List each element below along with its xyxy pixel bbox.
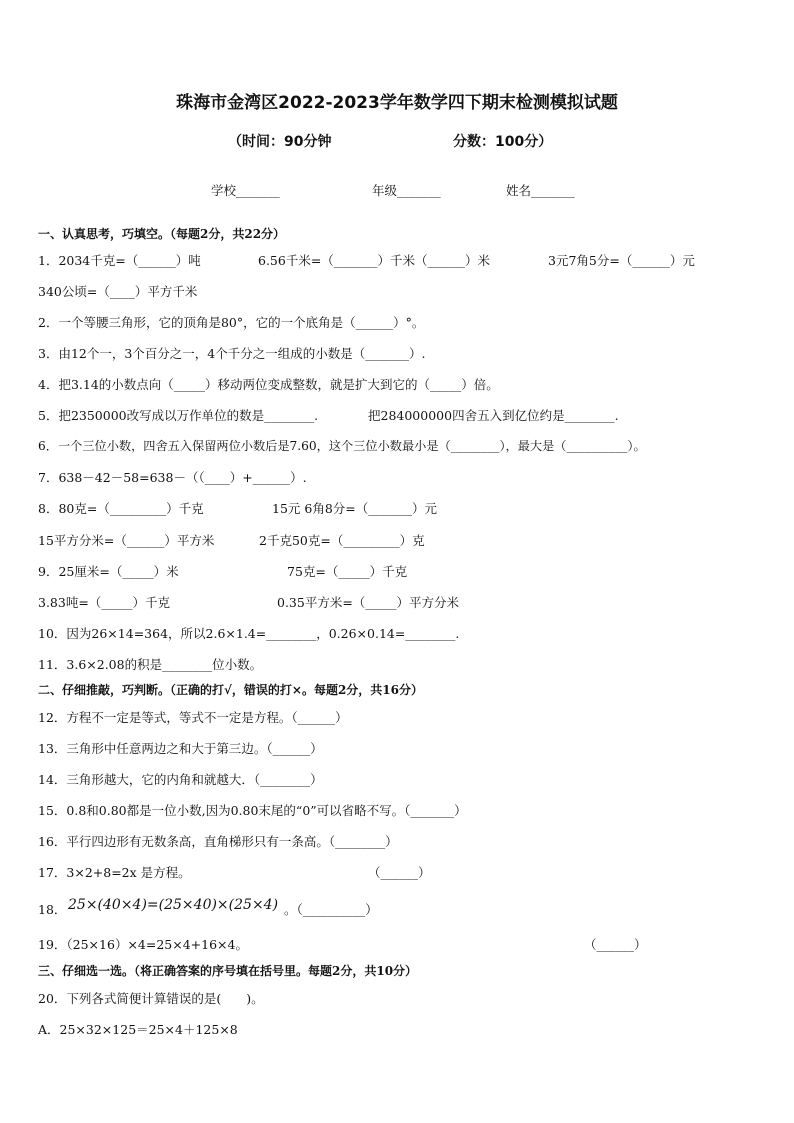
exam-meta — [228, 131, 628, 151]
page-title: 珠海市金湾区2022-2023学年数学四下期末检测模拟试题 — [176, 93, 618, 113]
question-9a: 9．25厘米=（_____）米 — [38, 564, 179, 579]
question-4: 4．把3.14的小数点向（_____）移动两位变成整数，就是扩大到它的（_____）倍。 — [38, 377, 499, 392]
question-18-blank: 。（__________） — [284, 902, 378, 917]
name-field: 姓名_______ — [506, 183, 575, 198]
question-9b: 75克=（_____）千克 — [287, 564, 408, 579]
question-1a: 1．2034千克=（______）吨 — [38, 253, 201, 268]
question-15: 15．0.8和0.80都是一位小数,因为0.80末尾的“0”可以省略不写。（_______） — [38, 803, 467, 818]
question-16: 16．平行四边形有无数条高，直角梯形只有一条高。（________） — [38, 834, 398, 849]
question-13: 13．三角形中任意两边之和大于第三边。（______） — [38, 741, 323, 756]
school-field: 学校_______ — [211, 183, 280, 198]
question-12: 12．方程不一定是等式，等式不一定是方程。（______） — [38, 710, 348, 725]
section-heading-3: 三、仔细选一选。（将正确答案的序号填在括号里。每题2分，共10分） — [38, 964, 418, 978]
time-limit: （时间：90分钟 — [228, 134, 332, 150]
question-3: 3．由12个一，3个百分之一，4个千分之一组成的小数是（_______）. — [38, 346, 426, 361]
question-18-number: 18． — [38, 902, 67, 917]
question-19-text: 19．（25×16）×4=25×4+16×4。 — [38, 937, 248, 952]
question-18-equation: 25×(40×4)=(25×40)×(25×4) — [68, 897, 279, 913]
question-6: 6．一个三位小数，四舍五入保留两位小数后是7.60，这个三位小数最小是（________），最大是（__________）。 — [38, 439, 646, 453]
question-1b: 6.56千米=（_______）千米（______）米 — [258, 253, 491, 268]
question-8c: 15平方分米=（______）平方米 — [38, 533, 215, 548]
question-8a: 8．80克=（_________）千克 — [38, 501, 204, 516]
question-14: 14．三角形越大，它的内角和就越大．（________） — [38, 772, 323, 787]
question-9c: 3.83吨=（_____）千克 — [38, 595, 171, 610]
section-heading-2: 二、仔细推敲，巧判断。（正确的打√，错误的打×。每题2分，共16分） — [38, 683, 423, 697]
grade-field: 年级_______ — [372, 183, 441, 198]
question-20-option-a: A．25×32×125＝25×4＋125×8 — [38, 1022, 238, 1037]
question-2: 2．一个等腰三角形，它的顶角是80°，它的一个底角是（______）°。 — [38, 315, 425, 330]
question-9d: 0.35平方米=（_____）平方分米 — [277, 595, 460, 610]
question-19-blank: （______） — [584, 937, 647, 952]
question-17-text: 17．3×2+8=2x 是方程。 — [38, 865, 191, 880]
question-11: 11．3.6×2.08的积是________位小数。 — [38, 657, 263, 672]
section-heading-1: 一、认真思考，巧填空。（每题2分，共22分） — [38, 227, 286, 241]
question-20: 20．下列各式简便计算错误的是( )。 — [38, 991, 264, 1006]
question-8d: 2千克50克=（_________）克 — [259, 533, 425, 548]
question-17-blank: （______） — [368, 865, 431, 880]
question-1d: 340公顷=（____）平方千米 — [38, 284, 198, 299]
question-8b: 15元 6角8分=（_______）元 — [272, 501, 438, 516]
question-1c: 3元7角5分=（______）元 — [548, 253, 695, 268]
total-score: 分数：100分） — [453, 134, 553, 150]
question-5a: 5．把2350000改写成以万作单位的数是________. — [38, 408, 319, 423]
question-10: 10．因为26×14=364，所以2.6×1.4=________，0.26×0.14=________. — [38, 626, 460, 641]
question-5b: 把284000000四舍五入到亿位约是________. — [368, 408, 619, 423]
question-7: 7．638－42－58=638－（（____）+______）. — [38, 470, 307, 485]
